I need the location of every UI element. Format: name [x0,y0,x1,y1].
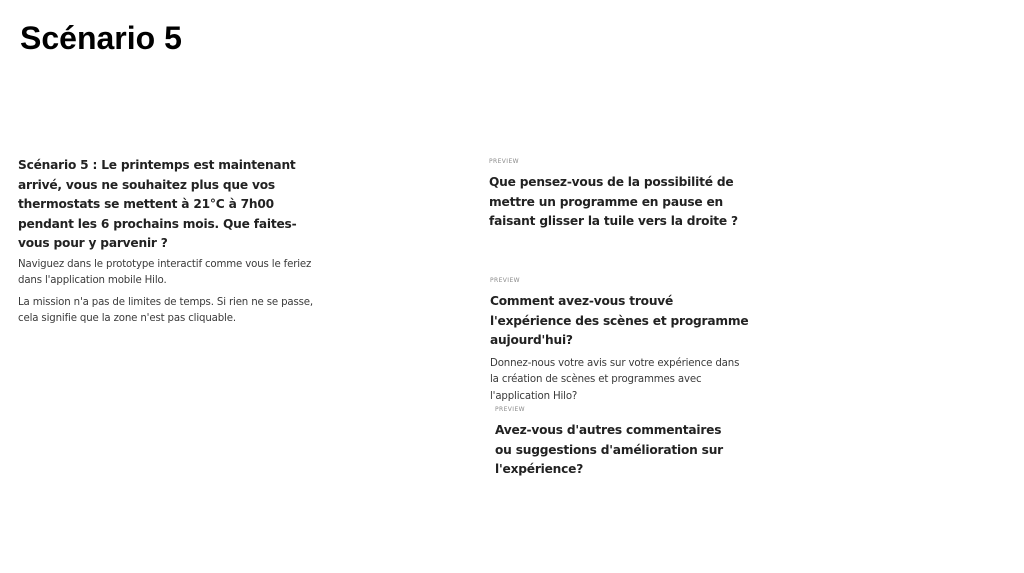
preview-description: Donnez-nous votre avis sur votre expérience dans la création de scènes et programmes avec l'application Hilo? [490,357,740,402]
preview-question-card [495,406,735,480]
preview-question: Comment avez-vous trouvé l'expérience des scènes et programme aujourd'hui? [490,294,749,347]
preview-question-card [489,158,749,232]
scenario-instruction: La mission n'a pas de limites de temps. Si rien ne se passe, cela signifie que la zone n'est pas cliquable. [18,296,314,324]
scenario-block [18,156,323,328]
scenario-title: Scénario 5 : Le printemps est maintenant arrivé, vous ne souhaitez plus que vos thermostats se mettent à 21°C à 7h00 pendant les 6 prochains mois. Que faites-vous pour y parvenir ? [18,158,297,250]
slide-title: Scénario 5 [20,20,182,56]
preview-label: PREVIEW [490,277,520,284]
preview-label: PREVIEW [489,158,519,165]
scenario-instruction: Naviguez dans le prototype interactif comme vous le feriez dans l'application mobile Hilo. [18,258,312,286]
preview-question: Avez-vous d'autres commentaires ou suggestions d'amélioration sur l'expérience? [495,423,723,476]
preview-label: PREVIEW [495,406,525,413]
preview-question: Que pensez-vous de la possibilité de mettre un programme en pause en faisant glisser la tuile vers la droite ? [489,175,738,228]
preview-question-card [490,277,750,405]
